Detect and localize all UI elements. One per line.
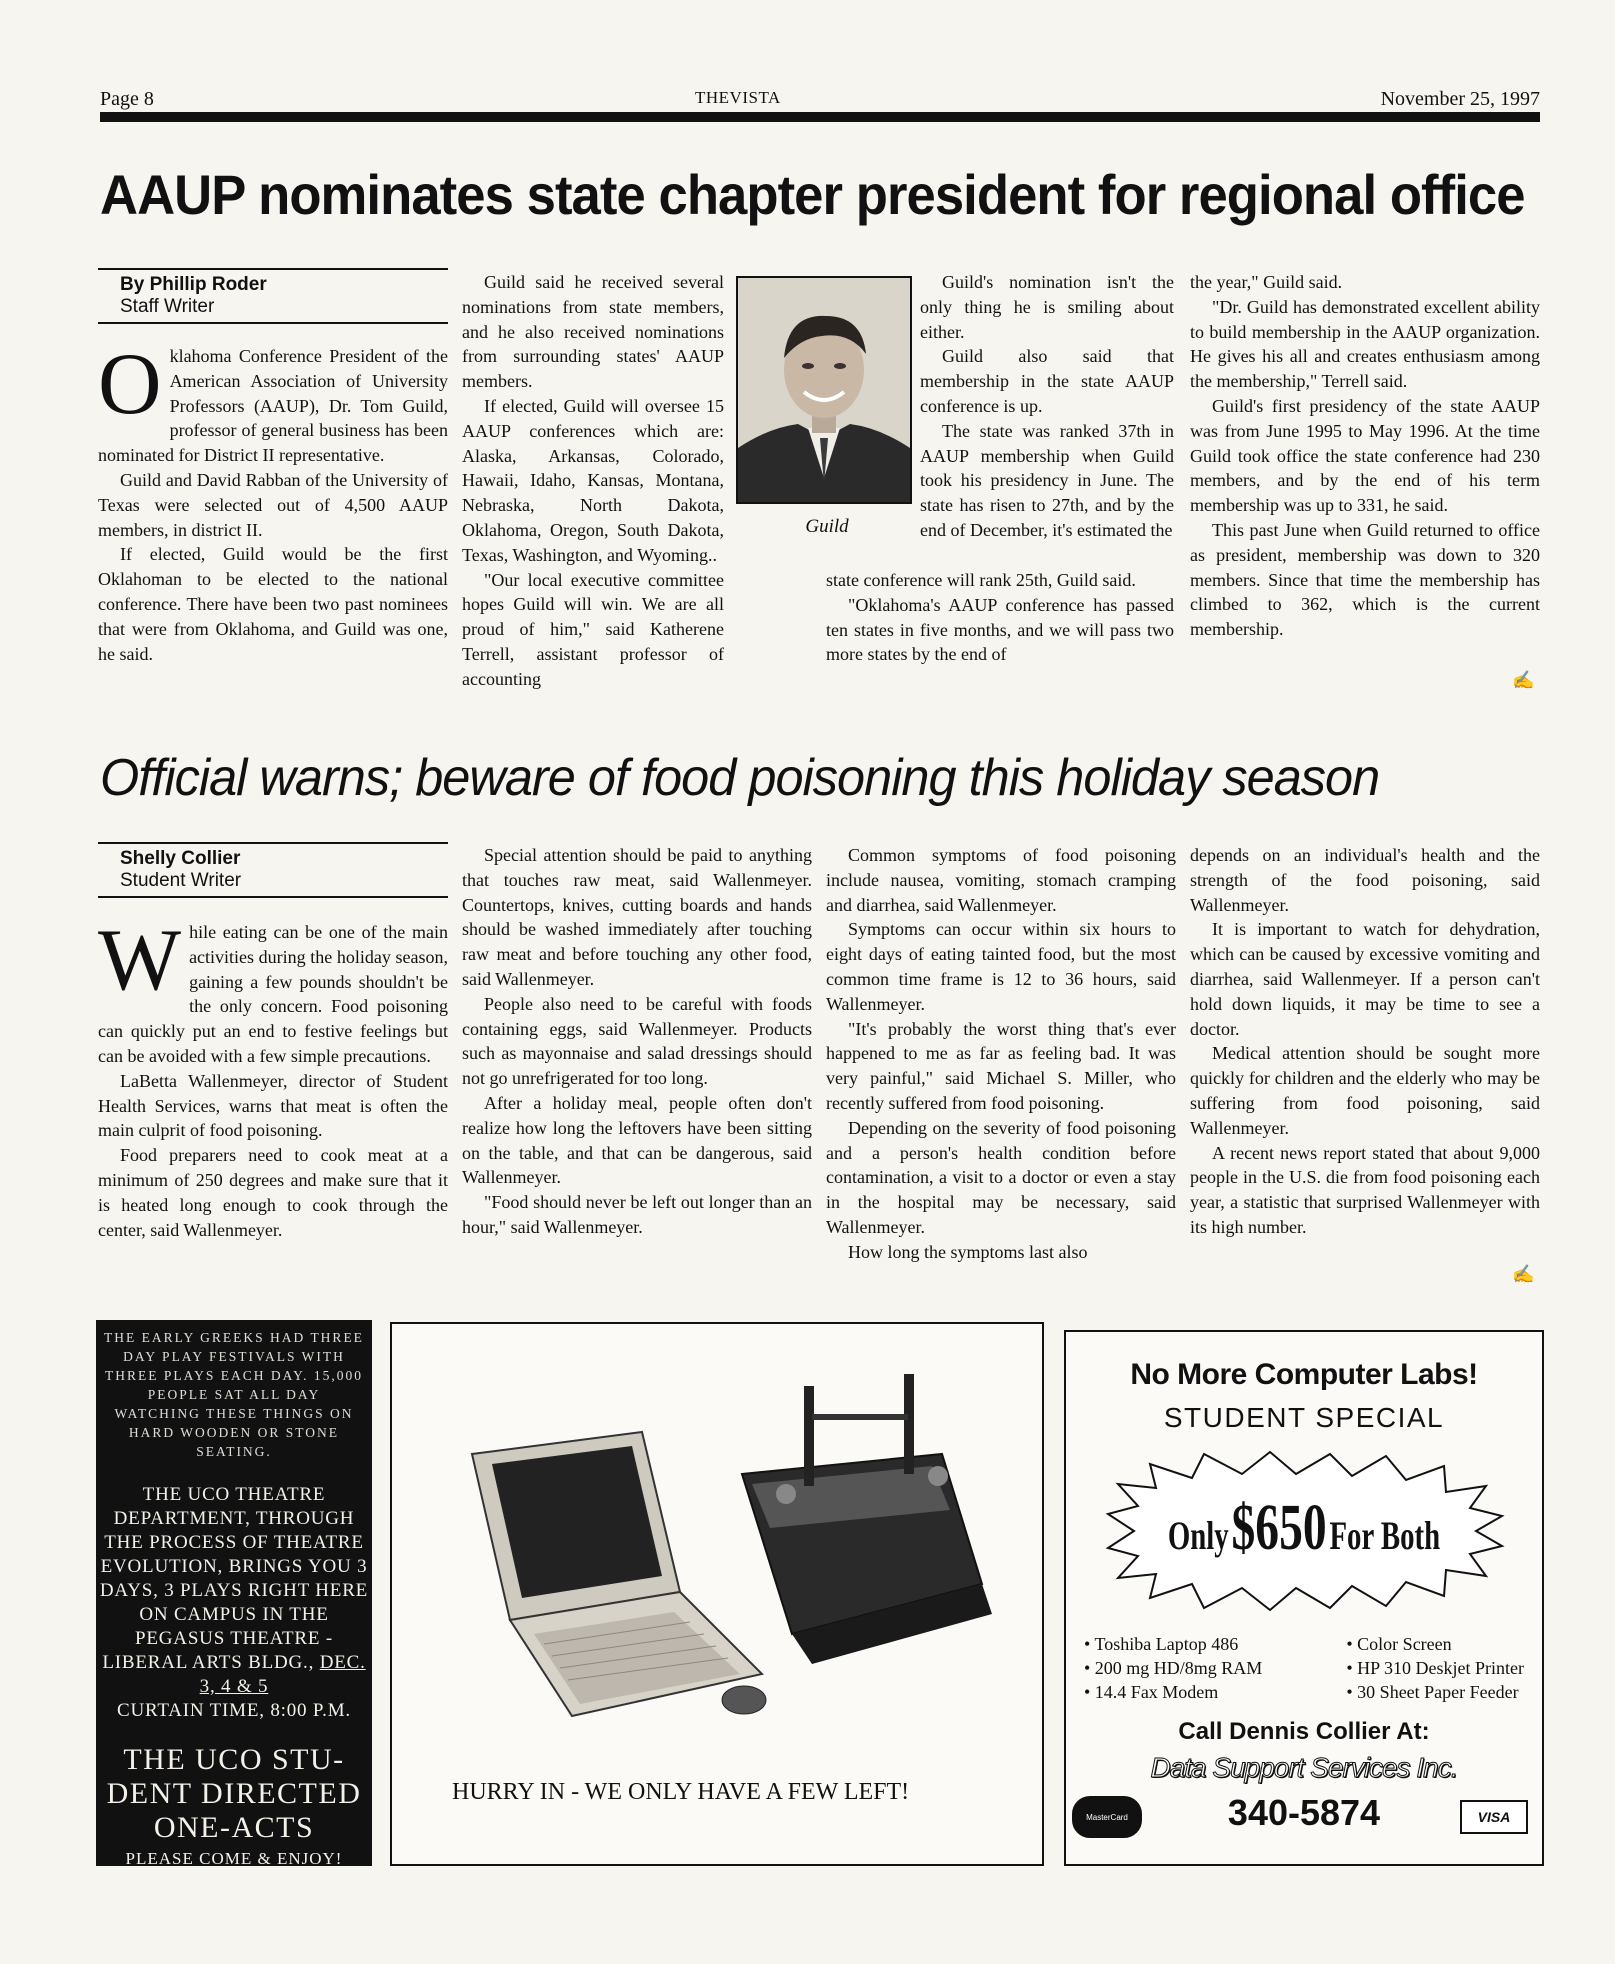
story1-col4-p3: Guild's first presidency of the state AAUP was from June 1995 to May 1996. At the time Guild took office the state conference had 230 members, and by the end of his term membership was up to 331, he said. <box>1190 395 1540 516</box>
feature-item: • 14.4 Fax Modem <box>1084 1682 1219 1702</box>
story1-col4-p4: This past June when Guild returned to office as president, membership was down to 320 members. Since that time the membership has climbed to 362, which is the current membership. <box>1190 519 1540 640</box>
computer-ad-call: Call Dennis Collier At: <box>1178 1718 1430 1745</box>
story1-col3-p5: "Oklahoma's AAUP conference has passed ten states in five months, and we will pass two more states by the end of <box>826 594 1174 665</box>
story2-col4 <box>1190 843 1540 1240</box>
story1-col1-p3: If elected, Guild would be the first Oklahoman to be elected to the national conference. There have been two past nominees that were from Oklahoma, and Guild was one, he said. <box>98 544 448 664</box>
story1-col1-p1: klahoma Conference President of the American Association of University Professors (AAUP), Dr. Tom Guild, professor of general business has been nominated for District II representative. <box>98 346 448 466</box>
masthead-rule <box>100 112 1540 122</box>
laptop-printer-illustration <box>452 1344 1012 1764</box>
story1-col4-p2: "Dr. Guild has demonstrated excellent ability to build membership in the AAUP organization. He gives his all and creates enthusiasm among the membership," Terrell said. <box>1190 296 1540 392</box>
story2-byline <box>98 842 448 898</box>
laptop-ad-tagline: HURRY IN - WE ONLY HAVE A FEW LEFT! <box>452 1779 910 1805</box>
visa-icon: VISA <box>1460 1800 1528 1834</box>
story2-author: Shelly Collier <box>120 848 241 869</box>
feature-item: • HP 310 Deskjet Printer <box>1346 1658 1524 1678</box>
story2-col3-p3: "It's probably the worst thing that's ever happened to me as far as feeling bad. It was very painful," said Michael S. Miller, who recently suffered from food poisoning. <box>826 1018 1176 1113</box>
story2-col1-p2: LaBetta Wallenmeyer, director of Student Health Services, warns that meat is often the main culprit of food poisoning. <box>98 1070 448 1141</box>
masthead <box>100 88 1540 112</box>
story1-col3-p3: The state was ranked 37th in AAUP membership when Guild took his presidency in June. The state has risen to 27th, and by the end of December, it's estimated the <box>920 420 1174 540</box>
portrait-illustration <box>738 278 910 502</box>
story2-col3 <box>826 843 1176 1265</box>
story2-col1 <box>98 912 448 1242</box>
story2-col2-p4: "Food should never be left out longer than an hour," said Wallenmeyer. <box>462 1192 812 1237</box>
story2-headline: Official warns; beware of food poisoning this holiday season <box>100 749 1380 807</box>
feature-item: • 30 Sheet Paper Feeder <box>1346 1682 1519 1702</box>
story1-dropcap: O <box>98 336 162 433</box>
computer-ad-headline: No More Computer Labs! <box>1130 1358 1478 1391</box>
company-name: Data Support Services Inc. <box>1150 1752 1458 1783</box>
story1-col2-p1: Guild said he received several nominations from state members, and he also received nominations from surrounding states' AAUP members. <box>462 272 724 392</box>
story1-col4 <box>1190 270 1540 642</box>
story2-col4-p2: It is important to watch for dehydration, which can be caused by excessive vomiting and diarrhea, said Wallenmeyer. If a person can't hold down liquids, it may be time to see a doctor. <box>1190 919 1540 1039</box>
story1-col2 <box>462 270 724 692</box>
story1-col3-top <box>920 270 1174 543</box>
story1-col1 <box>98 336 448 666</box>
mastercard-icon: MasterCard <box>1072 1796 1142 1838</box>
story2-col3-p1: Common symptoms of food poisoning include nausea, vomiting, stomach cramping and diarrhea, said Wallenmeyer. <box>826 845 1176 915</box>
story2-col2-p3: After a holiday meal, people often don't realize how long the leftovers have been sitting on the table, and that can be dangerous, said Wallenmeyer. <box>462 1092 812 1188</box>
story1-col3-p4: state conference will rank 25th, Guild said. <box>826 570 1136 590</box>
story2-col2 <box>462 843 812 1240</box>
feature-list-left <box>1084 1632 1262 1704</box>
story1-col3-bottom <box>826 568 1174 667</box>
story1-col3-p1: Guild's nomination isn't the only thing he is smiling about either. <box>920 272 1174 342</box>
story1-col2-p2: If elected, Guild will oversee 15 AAUP conferences which are: Alaska, Arkansas, Colorado, Hawaii, Idaho, Kansas, Montana, Nebraska, North Dakota, Oklahoma, Oregon, South Dakota, Texas, Washington, and Wyoming.. <box>462 395 724 565</box>
story1-author: By Phillip Roder <box>120 274 267 295</box>
story1-col1-p2: Guild and David Rabban of the University of Texas were selected out of 4,500 AAUP members, in district II. <box>98 469 448 540</box>
issue-date: November 25, 1997 <box>1380 88 1540 110</box>
story1-col4-p1: the year," Guild said. <box>1190 272 1343 292</box>
theatre-ad-intro: THE EARLY GREEKS HAD THREE DAY PLAY FESTIVALS WITH THREE PLAYS EACH DAY. 15,000 PEOPLE SAT ALL DAY WATCHING THESE THINGS ON HARD WOODEN OR STONE SEATING. <box>104 1330 364 1459</box>
story2-dropcap: W <box>98 912 182 1009</box>
laptop-printer-ad <box>390 1322 1044 1866</box>
computer-special-ad <box>1064 1330 1544 1866</box>
story1-end-mark-icon: ✍ <box>1512 670 1535 690</box>
story1-col2-p3: "Our local executive committee hopes Guild will win. We are all proud of him," said Katherene Terrell, assistant professor of accounting <box>462 569 724 689</box>
guild-photo <box>736 276 912 504</box>
story2-col3-p5: How long the symptoms last also <box>848 1241 1088 1262</box>
burst-for-both: For Both <box>1329 1513 1441 1558</box>
page-number: Page 8 <box>100 88 154 110</box>
story2-col3-p4: Depending on the severity of food poisoning and a person's health condition before contamination, a visit to a doctor or even a stay in the hospital may be necessary, said Wallenmeyer. <box>826 1117 1176 1237</box>
phone-number: 340-5874 <box>1227 1792 1381 1833</box>
price-burst <box>1094 1446 1514 1616</box>
feature-lists <box>1084 1632 1524 1704</box>
story2-col3-p2: Symptoms can occur within six hours to eight days of eating tainted food, but the most common time frame is 12 to 36 hours, said Wallenmeyer. <box>826 919 1176 1014</box>
feature-item: • 200 mg HD/8mg RAM <box>1084 1658 1263 1678</box>
theatre-ad-curtain: CURTAIN TIME, 8:00 P.M. <box>117 1700 351 1721</box>
theatre-ad-footer: PLEASE COME & ENJOY! <box>125 1849 343 1868</box>
story2-col2-p1: Special attention should be paid to anything that touches raw meat, said Wallenmeyer. Countertops, knives, cutting boards and hands should be washed immediately after touching raw meat and before touching any other food, said Wallenmeyer. <box>462 845 812 989</box>
feature-item: • Color Screen <box>1346 1634 1452 1654</box>
computer-ad-subhead: STUDENT SPECIAL <box>1163 1402 1445 1433</box>
story2-author-title: Student Writer <box>120 870 242 891</box>
story2-end-mark-icon: ✍ <box>1512 1264 1535 1284</box>
story2-col4-p4: A recent news report stated that about 9,000 people in the U.S. die from food poisoning each year, a statistic that surprised Wallenmeyer with its high number. <box>1190 1142 1540 1237</box>
theatre-ad-title: THE UCO STU-DENT DIRECTED ONE-ACTS <box>106 1743 362 1844</box>
feature-list-right <box>1346 1632 1524 1704</box>
story2-col4-p3: Medical attention should be sought more quickly for children and the elderly who may be suffering from food poisoning, said Wallenmeyer. <box>1190 1043 1540 1138</box>
burst-price: $650 <box>1231 1491 1327 1564</box>
story2-col4-p1: depends on an individual's health and the strength of the food poisoning, said Wallenmeyer. <box>1190 845 1540 915</box>
theatre-ad <box>96 1320 372 1866</box>
feature-item: • Toshiba Laptop 486 <box>1084 1634 1239 1654</box>
story2-col1-p3: Food preparers need to cook meat at a minimum of 250 degrees and make sure that it is heated long enough to cook through the center, said Wallenmeyer. <box>98 1145 448 1240</box>
paper-name: THEVISTA <box>695 88 781 107</box>
burst-only: Only <box>1167 1513 1229 1558</box>
theatre-ad-body: THE UCO THEATRE DEPARTMENT, THROUGH THE PROCESS OF THEATRE EVOLUTION, BRINGS YOU 3 DAYS, 3 PLAYS RIGHT HERE ON CAMPUS IN THE PEGASUS THEATRE - LIBERAL ARTS BLDG., <box>99 1484 369 1673</box>
story1-byline <box>98 268 448 324</box>
story1-col3-p2: Guild also said that membership in the state AAUP conference is up. <box>920 346 1174 416</box>
story1-author-title: Staff Writer <box>120 296 215 317</box>
story2-col1-p1: hile eating can be one of the main activities during the holiday season, gaining a few pounds shouldn't be the only concern. Food poisoning can quickly put an end to festive feelings but can be avoided with a few simple precautions. <box>98 922 448 1066</box>
story1-headline: AAUP nominates state chapter president for regional office <box>100 163 1525 226</box>
story2-col2-p2: People also need to be careful with foods containing eggs, said Wallenmeyer. Products such as mayonnaise and salad dressings should not go unrefrigerated for too long. <box>462 993 812 1089</box>
theatre-ad-dates: DEC. 3, 4 & 5 <box>199 1652 366 1697</box>
photo-caption: Guild <box>805 516 849 537</box>
